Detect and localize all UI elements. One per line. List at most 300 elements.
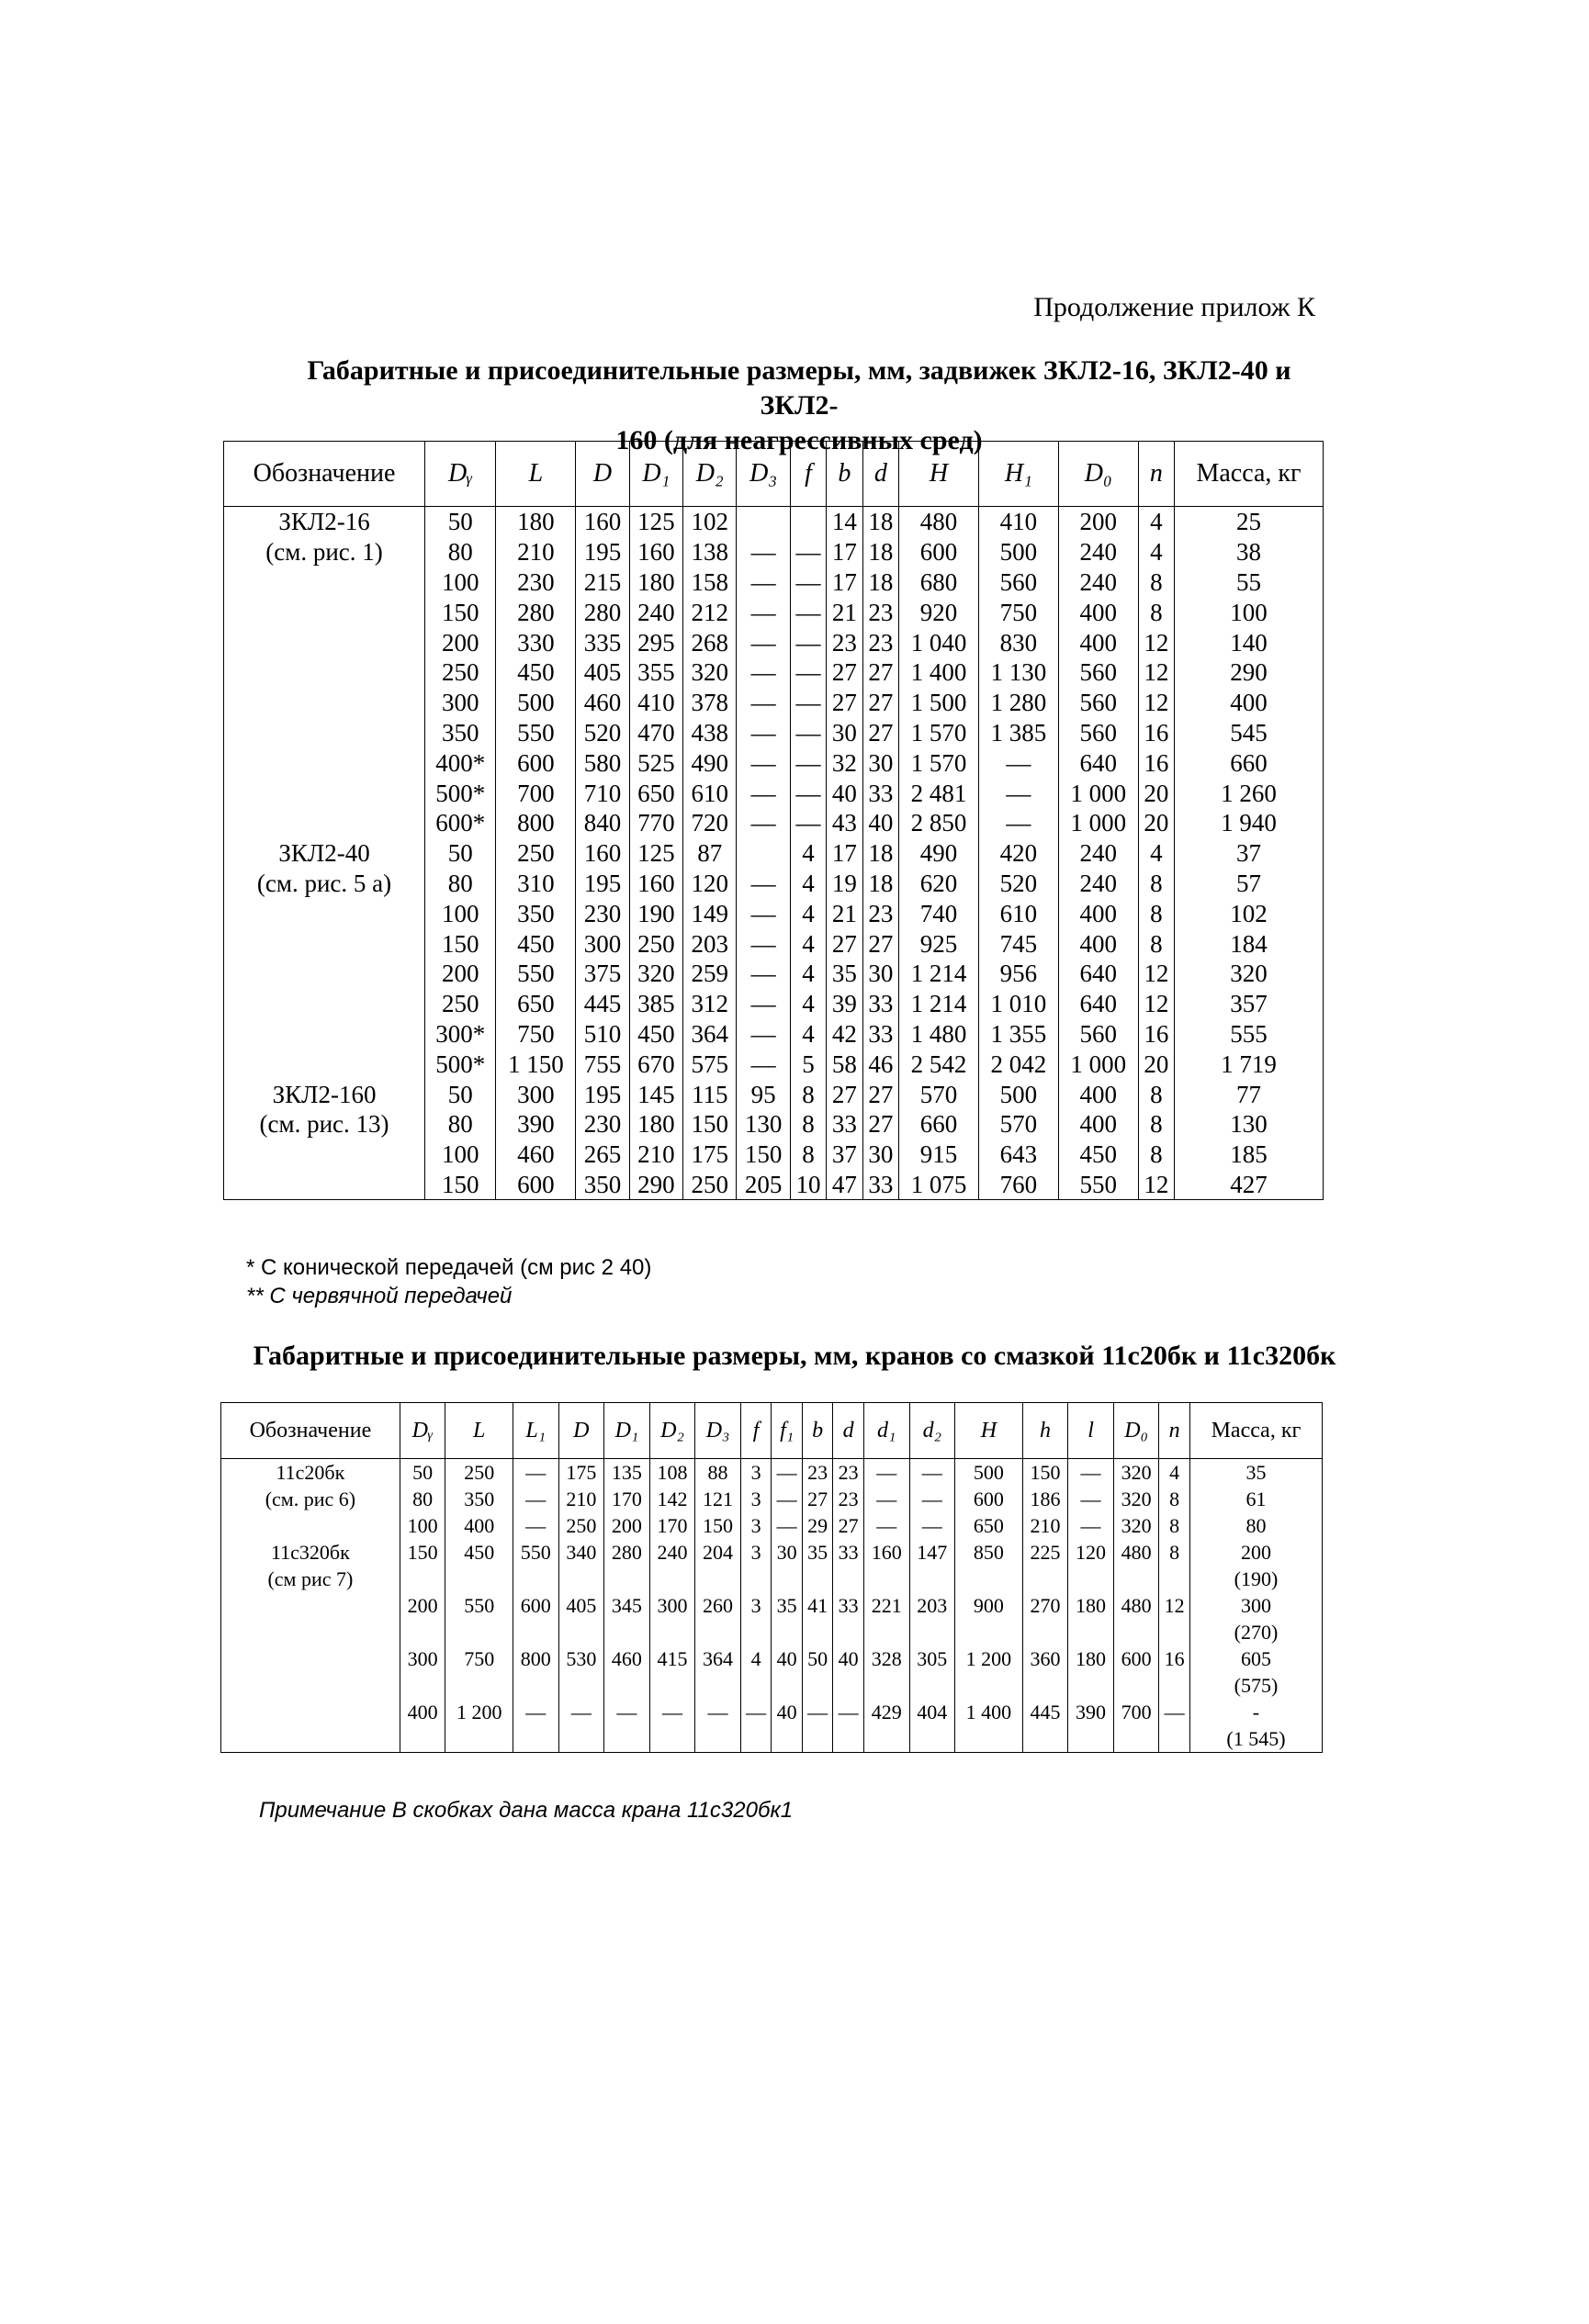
table2-cell: 12 <box>1159 1592 1190 1619</box>
table1-cell: 560 <box>1058 718 1138 748</box>
table1-cell <box>224 898 425 928</box>
table1-header-cell: Масса, кг <box>1175 442 1324 507</box>
table1-cell: 158 <box>683 567 737 598</box>
table2-cell: 280 <box>604 1539 650 1566</box>
table1-cell: 80 <box>425 537 496 567</box>
table2-cell: 445 <box>1022 1699 1068 1725</box>
table1-cell: 27 <box>862 928 898 959</box>
table2-cell <box>740 1725 772 1753</box>
table2-cell <box>772 1566 803 1592</box>
table1-cell: 195 <box>576 1079 629 1109</box>
footnote-worm: ** С червячной передачей <box>246 1284 513 1308</box>
table1-cell: 560 <box>1058 1019 1138 1050</box>
table1-cell <box>224 1170 425 1200</box>
table2-cell <box>604 1619 650 1645</box>
table1-cell: 149 <box>683 898 737 928</box>
table2-header-cell: b <box>802 1403 833 1459</box>
table1-cell: 27 <box>862 718 898 748</box>
table1-cell: 320 <box>629 959 682 989</box>
table1-cell: 520 <box>576 718 629 748</box>
table2-cell: 3 <box>740 1486 772 1512</box>
table1-cell: 12 <box>1138 989 1174 1019</box>
table1-cell: 265 <box>576 1140 629 1170</box>
table1-header-cell: f <box>790 442 826 507</box>
table1-cell: 27 <box>862 688 898 718</box>
table1-cell: — <box>737 597 790 627</box>
table2-cell <box>1159 1619 1190 1645</box>
table1-cell: 925 <box>899 928 979 959</box>
table1-cell: 16 <box>1138 747 1174 778</box>
table2-cell <box>695 1672 741 1699</box>
table1-cell: 20 <box>1138 778 1174 808</box>
table2-cell: 210 <box>1022 1512 1068 1539</box>
table2-header-cell: l <box>1068 1403 1114 1459</box>
table1-row <box>224 928 1324 959</box>
table1-row <box>224 1109 1324 1140</box>
table2-row <box>221 1486 1323 1512</box>
table1-cell: 1 400 <box>899 657 979 688</box>
table1-cell: 600* <box>425 808 496 838</box>
table2-cell: 35 <box>1189 1459 1322 1487</box>
table1-cell: 920 <box>899 597 979 627</box>
table2-cell: 1 200 <box>955 1645 1023 1672</box>
table1-cell: 80 <box>425 869 496 899</box>
table1-cell: 17 <box>827 567 862 598</box>
table1-row <box>224 627 1324 657</box>
table2-cell: — <box>740 1699 772 1725</box>
table1-cell: ЗКЛ2-40 <box>224 838 425 869</box>
table1-cell <box>790 507 826 537</box>
table2-cell: 210 <box>558 1486 604 1512</box>
table1-cell: 1 260 <box>1175 778 1324 808</box>
table1-cell: 12 <box>1138 1170 1174 1200</box>
table1-cell: 102 <box>683 507 737 537</box>
table2-cell: 4 <box>1159 1459 1190 1487</box>
table1-cell: — <box>737 747 790 778</box>
table1-cell: 250 <box>425 657 496 688</box>
table2-cell: 225 <box>1022 1539 1068 1566</box>
table2-cell: 480 <box>1113 1539 1159 1566</box>
table2-cell: 900 <box>955 1592 1023 1619</box>
table1-header-cell: H <box>899 442 979 507</box>
table1-header-cell: D₀ <box>1058 442 1138 507</box>
table1-row <box>224 1170 1324 1200</box>
table1-cell: 180 <box>629 567 682 598</box>
table1-cell: — <box>737 688 790 718</box>
table1-cell: 4 <box>790 869 826 899</box>
table2-cell: 320 <box>1113 1512 1159 1539</box>
table1-cell: 250 <box>683 1170 737 1200</box>
table2-cell <box>558 1725 604 1753</box>
table2-cell: 50 <box>802 1645 833 1672</box>
table2-cell: 650 <box>955 1512 1023 1539</box>
table1-cell: 660 <box>1175 747 1324 778</box>
table1-cell: 1 040 <box>899 627 979 657</box>
table1-cell: 240 <box>1058 838 1138 869</box>
table1-cell: 27 <box>827 688 862 718</box>
table1-row <box>224 597 1324 627</box>
table2-cell: 11с320бк <box>221 1539 400 1566</box>
table2-cell: 550 <box>445 1592 513 1619</box>
table2-cell <box>445 1672 513 1699</box>
table2-cell: 88 <box>695 1459 741 1487</box>
table1-cell: 1 570 <box>899 718 979 748</box>
table2-cell <box>221 1619 400 1645</box>
table1-cell: — <box>737 808 790 838</box>
table1-cell: 8 <box>790 1079 826 1109</box>
table1-row <box>224 1049 1324 1079</box>
table2-cell <box>221 1725 400 1753</box>
table2-cell <box>604 1566 650 1592</box>
table2-cell <box>513 1725 559 1753</box>
table1-cell: 575 <box>683 1049 737 1079</box>
table1-cell: 660 <box>899 1109 979 1140</box>
table1-cell: — <box>790 657 826 688</box>
table1-cell: 1 214 <box>899 959 979 989</box>
table1-cell: 400 <box>1058 898 1138 928</box>
table1-cell: 180 <box>496 507 576 537</box>
table1-cell: 1 385 <box>978 718 1058 748</box>
table2-cell: 50 <box>400 1459 445 1487</box>
table1-cell: 350 <box>496 898 576 928</box>
table2-cell: 3 <box>740 1459 772 1487</box>
table1-cell: 1 355 <box>978 1019 1058 1050</box>
table1-cell: 2 042 <box>978 1049 1058 1079</box>
table1-header-cell: d <box>862 442 898 507</box>
table2-cell <box>400 1672 445 1699</box>
table2-header-cell: d₂ <box>909 1403 955 1459</box>
page-header: Продолжение прилож К <box>1033 292 1315 322</box>
table2-row <box>221 1512 1323 1539</box>
table1-cell: 30 <box>862 747 898 778</box>
table1-cell <box>224 1019 425 1050</box>
table2-cell: 3 <box>740 1539 772 1566</box>
table2-row <box>221 1566 1323 1592</box>
table1-row <box>224 959 1324 989</box>
table1-cell: 800 <box>496 808 576 838</box>
table1-cell: 364 <box>683 1019 737 1050</box>
table2-header-cell: h <box>1022 1403 1068 1459</box>
table2-cell: 415 <box>649 1645 695 1672</box>
table2-cell <box>400 1725 445 1753</box>
table1-row <box>224 1019 1324 1050</box>
table1-cell: 40 <box>827 778 862 808</box>
table2-cell: 530 <box>558 1645 604 1672</box>
table1-cell: 35 <box>827 959 862 989</box>
table1-cell: 16 <box>1138 1019 1174 1050</box>
table2-cell <box>649 1566 695 1592</box>
table2-cell <box>802 1619 833 1645</box>
table1-cell: 480 <box>899 507 979 537</box>
table1-cell: 450 <box>629 1019 682 1050</box>
table1-cell: 12 <box>1138 959 1174 989</box>
table1-cell: 20 <box>1138 1049 1174 1079</box>
table1-cell: 550 <box>1058 1170 1138 1200</box>
table1-cell: 610 <box>683 778 737 808</box>
table1-cell: 50 <box>425 1079 496 1109</box>
table1-cell: 740 <box>899 898 979 928</box>
table1-cell: 27 <box>827 1079 862 1109</box>
table1-cell: 12 <box>1138 688 1174 718</box>
table2-cell <box>772 1619 803 1645</box>
table1-cell <box>224 688 425 718</box>
table1-header-cell: n <box>1138 442 1174 507</box>
table1-cell: 525 <box>629 747 682 778</box>
table1-cell: 33 <box>862 1170 898 1200</box>
table2-cell <box>1068 1672 1114 1699</box>
table2-row <box>221 1459 1323 1487</box>
table2-cell: 142 <box>649 1486 695 1512</box>
table1-cell: 640 <box>1058 959 1138 989</box>
table1-cell: 195 <box>576 537 629 567</box>
table2-cell <box>695 1619 741 1645</box>
table1-cell: 180 <box>629 1109 682 1140</box>
table1-cell: 500 <box>978 537 1058 567</box>
table1-cell: (см. рис. 13) <box>224 1109 425 1140</box>
table2-cell: 404 <box>909 1699 955 1725</box>
table1-title-line2: 160 (для неагрессивных сред) <box>615 425 983 455</box>
table1-cell: 915 <box>899 1140 979 1170</box>
table2-header-cell: Dᵧ <box>400 1403 445 1459</box>
table1-cell: 840 <box>576 808 629 838</box>
table2-cell: 300 <box>649 1592 695 1619</box>
table1-cell: 1 075 <box>899 1170 979 1200</box>
table2-cell: 364 <box>695 1645 741 1672</box>
table1-row <box>224 1140 1324 1170</box>
table1-cell: 2 481 <box>899 778 979 808</box>
table1-cell: 250 <box>496 838 576 869</box>
table1-cell: 205 <box>737 1170 790 1200</box>
table2-cell <box>802 1566 833 1592</box>
table2-cell: 150 <box>695 1512 741 1539</box>
table1-cell: 335 <box>576 627 629 657</box>
table2-cell: 186 <box>1022 1486 1068 1512</box>
table1-cell: 1 150 <box>496 1049 576 1079</box>
table1-cell: — <box>737 928 790 959</box>
table1-cell: 560 <box>1058 657 1138 688</box>
table2-cell: — <box>772 1512 803 1539</box>
table1-cell: — <box>737 627 790 657</box>
table1-cell: 1 000 <box>1058 778 1138 808</box>
table1-cell: 670 <box>629 1049 682 1079</box>
table2-cell: 121 <box>695 1486 741 1512</box>
table2-cell: 405 <box>558 1592 604 1619</box>
table1-cell: 150 <box>425 1170 496 1200</box>
table1-cell: 450 <box>496 657 576 688</box>
table2-cell: 600 <box>513 1592 559 1619</box>
table2-cell: — <box>1068 1486 1114 1512</box>
table1-cell: 280 <box>576 597 629 627</box>
table1-cell: 18 <box>862 869 898 899</box>
table1-cell: 145 <box>629 1079 682 1109</box>
table2-cell: 305 <box>909 1645 955 1672</box>
table1-cell <box>224 718 425 748</box>
table2-cell <box>1068 1566 1114 1592</box>
table1-cell: 450 <box>496 928 576 959</box>
table2-cell: 100 <box>400 1512 445 1539</box>
table1-cell: 80 <box>425 1109 496 1140</box>
table1-cell <box>224 928 425 959</box>
table1-cell: 8 <box>1138 1140 1174 1170</box>
table2-cell: — <box>909 1459 955 1487</box>
table1-cell: 375 <box>576 959 629 989</box>
table2-header-cell: H <box>955 1403 1023 1459</box>
table2-header-row <box>221 1403 1323 1459</box>
table1-cell: 750 <box>496 1019 576 1050</box>
table1-cell: 410 <box>629 688 682 718</box>
table2-cell: 360 <box>1022 1645 1068 1672</box>
table1-cell: 33 <box>862 778 898 808</box>
table1-cell: — <box>790 597 826 627</box>
table1-cell: 240 <box>1058 869 1138 899</box>
table2-cell <box>558 1672 604 1699</box>
table2-cell <box>445 1566 513 1592</box>
table2-cell: 41 <box>802 1592 833 1619</box>
table1-cell: 4 <box>790 838 826 869</box>
table1-cell: 240 <box>1058 537 1138 567</box>
table2-cell <box>955 1672 1023 1699</box>
table1-cell: 250 <box>629 928 682 959</box>
table2-header-cell: Обозначение <box>221 1403 400 1459</box>
table2-cell: — <box>695 1699 741 1725</box>
table2-cell: (1 545) <box>1189 1725 1322 1753</box>
table1-cell: 203 <box>683 928 737 959</box>
table2-cell: 300 <box>400 1645 445 1672</box>
table2-cell <box>955 1619 1023 1645</box>
table1-cell: 4 <box>1138 537 1174 567</box>
table1-cell: 320 <box>683 657 737 688</box>
table1-cell: — <box>790 627 826 657</box>
table1-cell <box>224 1140 425 1170</box>
table2-cell <box>833 1725 864 1753</box>
table2-cell <box>1022 1725 1068 1753</box>
table1-cell: 300* <box>425 1019 496 1050</box>
table1-cell: — <box>790 718 826 748</box>
table2-cell: 8 <box>1159 1512 1190 1539</box>
table2-cell <box>772 1725 803 1753</box>
table1-cell: 2 542 <box>899 1049 979 1079</box>
table1-cell: — <box>737 537 790 567</box>
table2-title: Габаритные и присоединительные размеры, мм, кранов со смазкой 11с20бк и 11с320бк <box>253 1341 1336 1371</box>
table1-header-cell: L <box>496 442 576 507</box>
table1-cell: 280 <box>496 597 576 627</box>
table1-cell: 650 <box>629 778 682 808</box>
table2-cell <box>863 1725 909 1753</box>
table2-cell <box>513 1619 559 1645</box>
table1-cell: 405 <box>576 657 629 688</box>
table1-cell: 200 <box>425 627 496 657</box>
table1-cell: — <box>790 537 826 567</box>
table2-cell: 550 <box>513 1539 559 1566</box>
table1-cell: 620 <box>899 869 979 899</box>
table1-cell: — <box>737 959 790 989</box>
table2-cell <box>740 1672 772 1699</box>
table2-cell <box>802 1672 833 1699</box>
table1-cell: 570 <box>899 1079 979 1109</box>
table1-header-cell: Обозначение <box>224 442 425 507</box>
table1-cell: 8 <box>790 1109 826 1140</box>
table2 <box>220 1402 1323 1753</box>
table1-cell: 490 <box>899 838 979 869</box>
table1-cell: 37 <box>827 1140 862 1170</box>
table2-cell: 180 <box>1068 1645 1114 1672</box>
table1-cell: 20 <box>1138 808 1174 838</box>
table1-row <box>224 747 1324 778</box>
table1-cell: 560 <box>1058 688 1138 718</box>
table1-cell: 470 <box>629 718 682 748</box>
table1-cell: 120 <box>683 869 737 899</box>
table1-cell <box>224 1049 425 1079</box>
table1-cell: 200 <box>425 959 496 989</box>
table1-cell: 100 <box>1175 597 1324 627</box>
table1-cell: 4 <box>790 959 826 989</box>
table1-cell: 300 <box>496 1079 576 1109</box>
table1-cell: 21 <box>827 898 862 928</box>
table2-cell <box>1159 1672 1190 1699</box>
table1-cell: 230 <box>576 898 629 928</box>
table1-cell: 27 <box>827 657 862 688</box>
table1-cell: 1 214 <box>899 989 979 1019</box>
table1-cell: 27 <box>862 1109 898 1140</box>
table1-cell: 550 <box>496 959 576 989</box>
table1-cell: 4 <box>790 898 826 928</box>
table1-cell: 445 <box>576 989 629 1019</box>
table2-cell: 30 <box>772 1539 803 1566</box>
table1-cell: 1 570 <box>899 747 979 778</box>
table1-cell: 500 <box>496 688 576 718</box>
table2-cell <box>604 1672 650 1699</box>
table1-cell: 240 <box>1058 567 1138 598</box>
table1-row <box>224 688 1324 718</box>
table2-cell <box>909 1619 955 1645</box>
table1-cell: 510 <box>576 1019 629 1050</box>
table2-row <box>221 1539 1323 1566</box>
table1-cell: (см. рис. 1) <box>224 537 425 567</box>
table1-cell: 33 <box>862 989 898 1019</box>
table2-row <box>221 1592 1323 1619</box>
table1-body <box>224 507 1324 1200</box>
table2-cell: 150 <box>1022 1459 1068 1487</box>
table1-cell: 102 <box>1175 898 1324 928</box>
table1-cell: 23 <box>862 898 898 928</box>
table1-cell: 17 <box>827 537 862 567</box>
table1-cell: 640 <box>1058 989 1138 1019</box>
table2-header-cell: d₁ <box>863 1403 909 1459</box>
table1-row <box>224 537 1324 567</box>
table2-cell: 400 <box>445 1512 513 1539</box>
table1-cell: 4 <box>790 1019 826 1050</box>
table1-cell: — <box>978 808 1058 838</box>
table1-row <box>224 869 1324 899</box>
table1-cell: 4 <box>790 928 826 959</box>
table1-header-cell: D₂ <box>683 442 737 507</box>
table2-cell: 27 <box>802 1486 833 1512</box>
table2-header-cell: D₂ <box>649 1403 695 1459</box>
table1-cell: 770 <box>629 808 682 838</box>
table1-cell: 5 <box>790 1049 826 1079</box>
table1-cell: 14 <box>827 507 862 537</box>
table2-cell: 850 <box>955 1539 1023 1566</box>
table1-cell: 160 <box>629 869 682 899</box>
table2-cell <box>445 1725 513 1753</box>
table2-cell: 1 400 <box>955 1699 1023 1725</box>
table2-cell: 340 <box>558 1539 604 1566</box>
table2-cell: 108 <box>649 1459 695 1487</box>
table1-row <box>224 1079 1324 1109</box>
table2-cell <box>221 1645 400 1672</box>
table1-row <box>224 657 1324 688</box>
table1-row <box>224 778 1324 808</box>
